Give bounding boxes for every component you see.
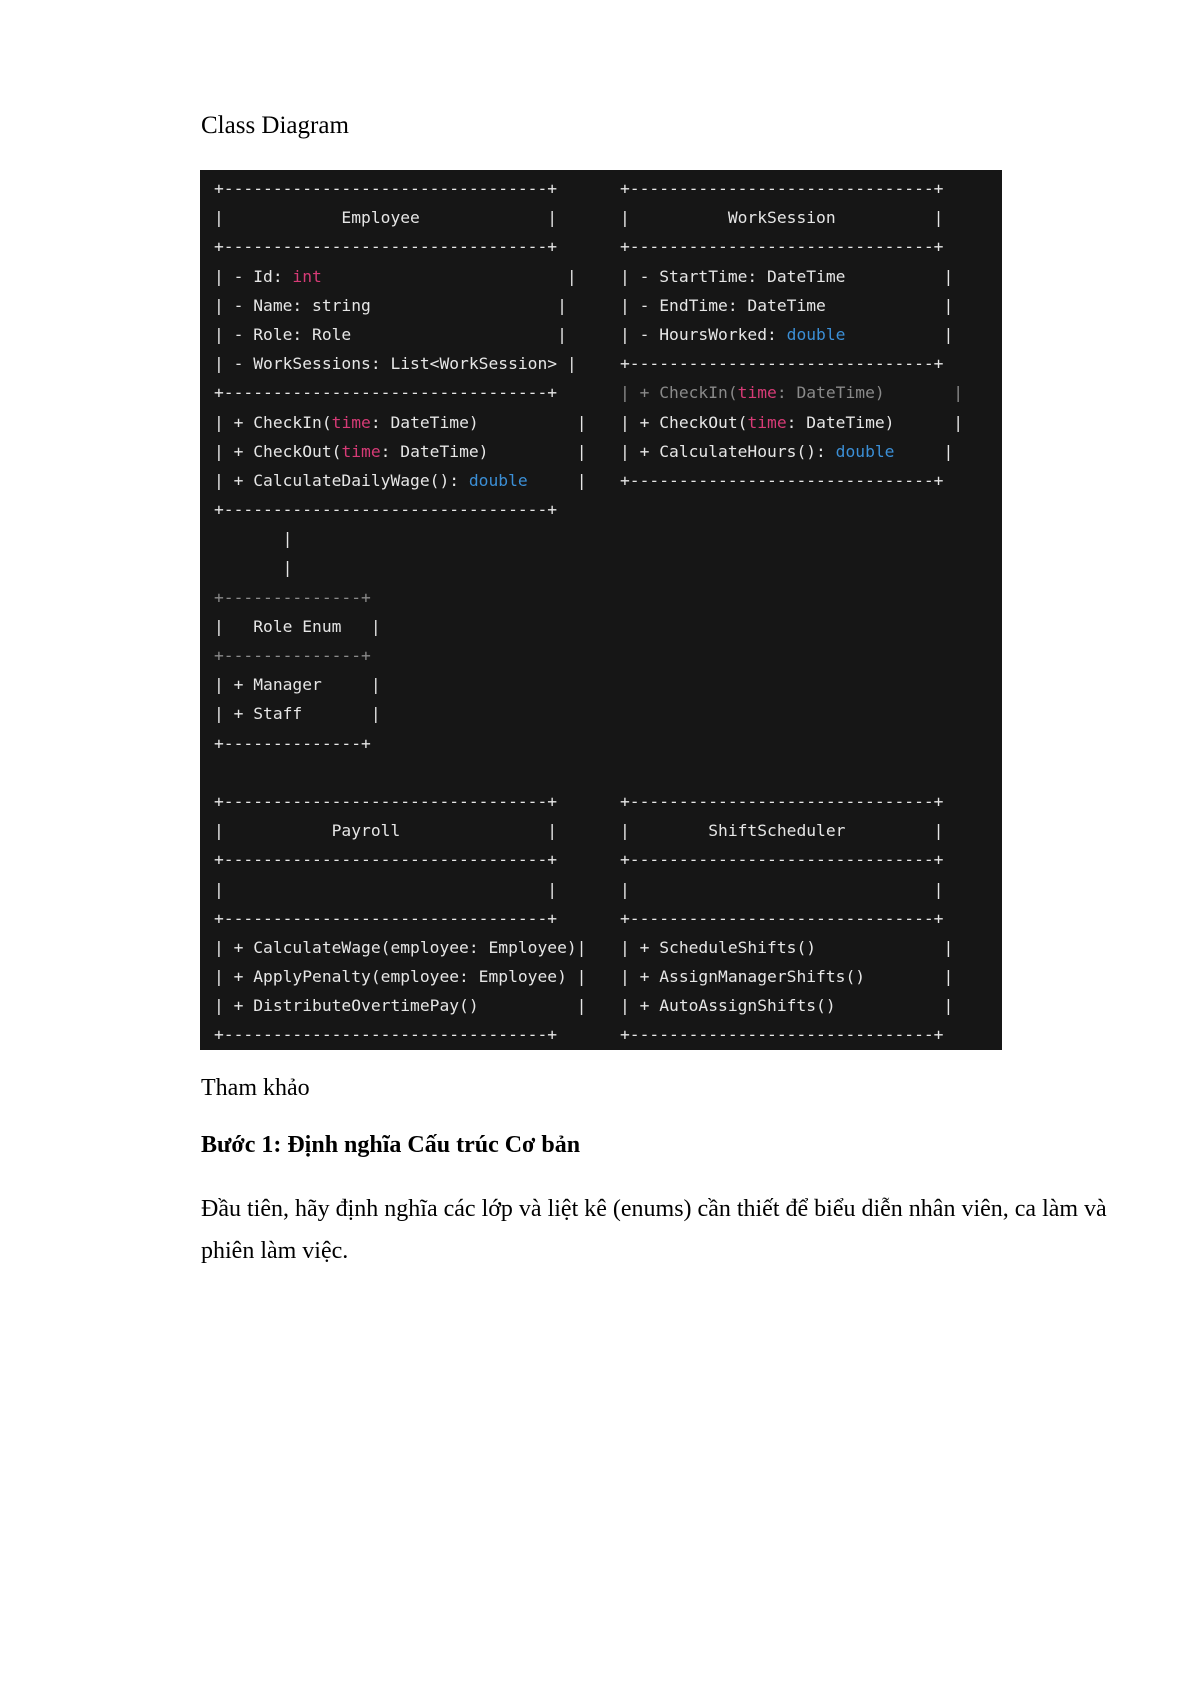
code-line (620, 495, 963, 524)
code-text: : DateTime) | (370, 412, 587, 432)
code-text: | + CheckIn( (214, 412, 332, 432)
code-line (620, 758, 963, 787)
code-line: | + Staff | (214, 704, 381, 724)
code-line: +-------------------------------+ (620, 850, 944, 870)
code-line: +---------------------------------+ (214, 791, 558, 811)
code-line: +---------------------------------+ (214, 237, 558, 257)
code-line: | Payroll | (214, 821, 558, 841)
code-text: | - HoursWorked: (620, 324, 787, 344)
code-line: +-------------------------------+ (620, 908, 944, 928)
code-line (620, 612, 963, 641)
code-line: +-------------------------------+ (620, 1025, 944, 1045)
code-text: | + CheckIn( (620, 383, 738, 403)
code-type: double (468, 470, 528, 490)
code-line: +--------------+ (214, 646, 371, 665)
code-line: | Role Enum | (214, 616, 381, 636)
code-line: | - Name: string | (214, 295, 567, 315)
code-keyword: time (341, 441, 381, 461)
code-text: | + CalculateHours(): (620, 441, 836, 461)
code-line: | + Manager | (214, 675, 381, 695)
class-diagram-code-block (200, 170, 1002, 1050)
code-line: | + CalculateWage(employee: Employee)| (214, 937, 587, 957)
code-line: | (214, 558, 293, 578)
code-line (620, 583, 963, 612)
code-line (214, 408, 587, 437)
code-line (620, 641, 963, 670)
code-line: | + AutoAssignShifts() | (620, 996, 954, 1016)
code-line: +---------------------------------+ (214, 383, 558, 403)
code-line (620, 553, 963, 582)
code-line: +---------------------------------+ (214, 1025, 558, 1045)
diagram-column-right (620, 174, 963, 1050)
code-text: | + CalculateDailyWage(): (214, 470, 469, 490)
code-text: | (894, 441, 954, 461)
step-description: Đầu tiên, hãy định nghĩa các lớp và liệt kê (enums) cần thiết để biểu diễn nhân viên, ca làm và phiên làm việc. (201, 1196, 1107, 1264)
reference-label: Tham khảo (201, 1075, 310, 1101)
code-line: +---------------------------------+ (214, 908, 558, 928)
code-text: | (527, 470, 587, 490)
code-line: | WorkSession | (620, 208, 944, 228)
code-line (620, 524, 963, 553)
code-line: | - EndTime: DateTime | (620, 295, 954, 315)
code-line: +-------------------------------+ (620, 470, 944, 490)
code-line: | + AssignManagerShifts() | (620, 967, 954, 987)
code-line: +-------------------------------+ (620, 791, 944, 811)
code-line (620, 320, 963, 349)
code-type: double (835, 441, 895, 461)
code-line: | | (214, 879, 558, 899)
code-line (214, 466, 587, 495)
code-line: | - WorkSessions: List<WorkSession> | (214, 354, 577, 374)
code-line (214, 758, 587, 787)
code-line: +---------------------------------+ (214, 179, 558, 198)
code-line: | Employee | (214, 208, 558, 228)
code-line: +---------------------------------+ (214, 850, 558, 870)
code-keyword: int (292, 266, 322, 286)
code-line: +-------------------------------+ (620, 179, 944, 198)
code-line: | | (620, 879, 944, 899)
code-line (620, 670, 963, 699)
code-line: | + ApplyPenalty(employee: Employee) | (214, 967, 587, 987)
code-text: : DateTime) | (776, 383, 964, 403)
code-line: +--------------+ (214, 587, 371, 607)
code-line: +-------------------------------+ (620, 237, 944, 257)
code-line (620, 437, 963, 466)
code-line: | - StartTime: DateTime | (620, 266, 954, 286)
code-line (214, 437, 587, 466)
step-title: Bước 1: Định nghĩa Cấu trúc Cơ bản (201, 1132, 581, 1158)
code-line: +--------------+ (214, 733, 371, 753)
code-line: | ShiftScheduler | (620, 821, 944, 841)
code-line: +-------------------------------+ (620, 354, 944, 374)
code-line (214, 262, 587, 291)
code-line: +---------------------------------+ (214, 500, 558, 520)
code-line: | - Role: Role | (214, 324, 567, 344)
code-text: : DateTime) | (786, 412, 964, 432)
document-heading: Class Diagram (201, 112, 349, 139)
code-keyword: time (737, 383, 777, 403)
code-text: | + CheckOut( (214, 441, 342, 461)
code-line (620, 699, 963, 728)
code-text: | - Id: (214, 266, 293, 286)
code-keyword: time (747, 412, 787, 432)
code-text: | (321, 266, 577, 286)
code-text: | (845, 324, 954, 344)
code-line (620, 378, 963, 407)
code-line (620, 729, 963, 758)
code-text: | + CheckOut( (620, 412, 748, 432)
code-type: double (786, 324, 846, 344)
code-line: | + DistributeOvertimePay() | (214, 996, 587, 1016)
code-line (620, 408, 963, 437)
code-line: | (214, 529, 293, 549)
code-keyword: time (331, 412, 371, 432)
diagram-column-left (214, 174, 587, 1050)
code-line: | + ScheduleShifts() | (620, 937, 954, 957)
code-text: : DateTime) | (380, 441, 587, 461)
